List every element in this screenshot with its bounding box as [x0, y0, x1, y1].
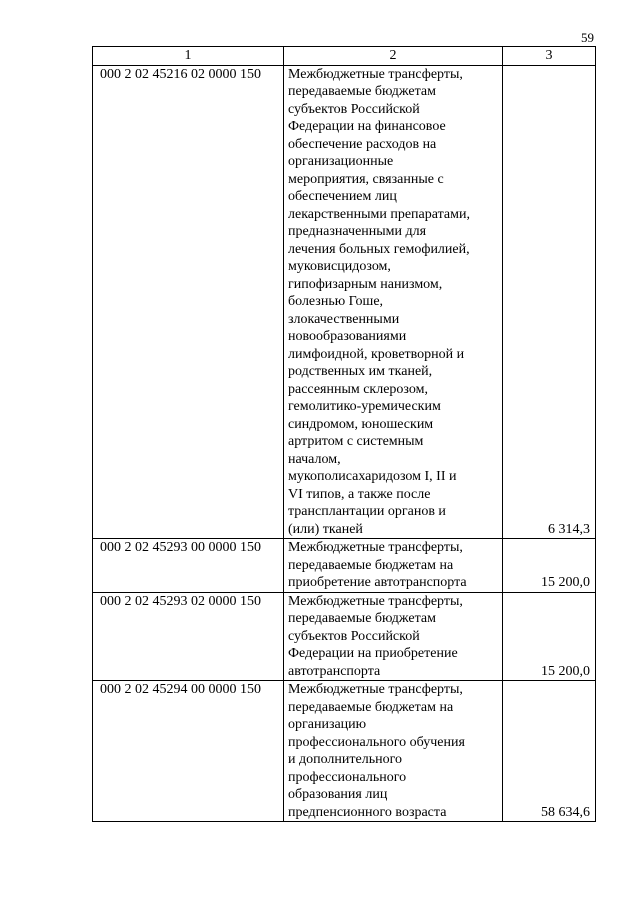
- description-line: автотранспорта: [288, 663, 381, 679]
- description-line: Межбюджетные трансферты,: [288, 682, 463, 697]
- description-line: синдромом, юношеским: [288, 416, 434, 432]
- description-line: Межбюджетные трансферты,: [288, 66, 463, 82]
- description-line: организационные: [288, 154, 394, 169]
- description-line: лимфоидной, кроветворной и: [288, 346, 465, 362]
- description-line: началом,: [288, 451, 341, 467]
- amount-cell: 15 200,0: [503, 539, 596, 593]
- table-body: [93, 65, 596, 822]
- table-row: [93, 539, 596, 593]
- description-line: передаваемые бюджетам на: [288, 557, 454, 573]
- description-line: Федерации на приобретение: [288, 646, 458, 661]
- table-row: [93, 65, 596, 539]
- budget-table: [92, 46, 596, 822]
- description-line: лекарственными препаратами,: [288, 206, 470, 222]
- description-line: болезнью Гоше,: [288, 294, 384, 309]
- amount-cell: 6 314,3: [503, 65, 596, 539]
- description-line: новообразованиями: [288, 329, 407, 344]
- description-line: профессионального обучения: [288, 734, 465, 750]
- description-line: организацию: [288, 717, 367, 732]
- description-line: лечения больных гемофилией,: [288, 241, 470, 257]
- description-line: Межбюджетные трансферты,: [288, 540, 463, 555]
- description-line: трансплантации органов и: [288, 504, 446, 519]
- column-header-2: 2: [284, 47, 503, 66]
- column-header-3: 3: [503, 47, 596, 66]
- table-row: [93, 681, 596, 822]
- column-header-1: 1: [93, 47, 284, 66]
- description-line: злокачественными: [288, 311, 400, 327]
- budget-code-cell: 000 2 02 45293 00 0000 150: [93, 539, 284, 593]
- table-header-row: [93, 47, 596, 66]
- amount-cell: 58 634,6: [503, 681, 596, 822]
- description-line: и дополнительного: [288, 752, 402, 767]
- description-line: передаваемые бюджетам: [288, 611, 436, 626]
- description-cell: [284, 681, 503, 822]
- description-line: артритом с системным: [288, 434, 424, 449]
- description-line: мероприятия, связанные с: [288, 171, 444, 187]
- budget-code-cell: 000 2 02 45294 00 0000 150: [93, 681, 284, 822]
- description-line: профессионального: [288, 769, 407, 785]
- description-line: гипофизарным нанизмом,: [288, 276, 443, 292]
- budget-code-cell: 000 2 02 45216 02 0000 150: [93, 65, 284, 539]
- description-line: субъектов Российской: [288, 101, 420, 117]
- description-line: передаваемые бюджетам: [288, 84, 436, 99]
- description-line: Федерации на финансовое: [288, 119, 446, 134]
- description-line: Межбюджетные трансферты,: [288, 593, 463, 609]
- description-cell: [284, 65, 503, 539]
- description-cell: [284, 539, 503, 593]
- description-line: субъектов Российской: [288, 628, 420, 644]
- description-line: передаваемые бюджетам на: [288, 699, 454, 715]
- amount-cell: 15 200,0: [503, 592, 596, 681]
- description-line: (или) тканей: [288, 521, 363, 537]
- page-number: 59: [581, 30, 594, 45]
- description-line: обеспечением лиц: [288, 189, 397, 204]
- table-row: [93, 592, 596, 681]
- budget-code-cell: 000 2 02 45293 02 0000 150: [93, 592, 284, 681]
- description-line: родственных им тканей,: [288, 364, 433, 379]
- description-cell: [284, 592, 503, 681]
- description-line: обеспечение расходов на: [288, 136, 437, 152]
- description-line: гемолитико-уремическим: [288, 399, 441, 414]
- description-line: предназначенными для: [288, 224, 427, 239]
- description-line: рассеянным склерозом,: [288, 381, 428, 397]
- description-line: VI типов, а также после: [288, 486, 431, 502]
- description-line: предпенсионного возраста: [288, 804, 447, 820]
- description-line: приобретение автотранспорта: [288, 575, 467, 590]
- description-line: мукополисахаридозом I, II и: [288, 469, 457, 484]
- description-line: муковисцидозом,: [288, 259, 391, 274]
- description-line: образования лиц: [288, 787, 388, 802]
